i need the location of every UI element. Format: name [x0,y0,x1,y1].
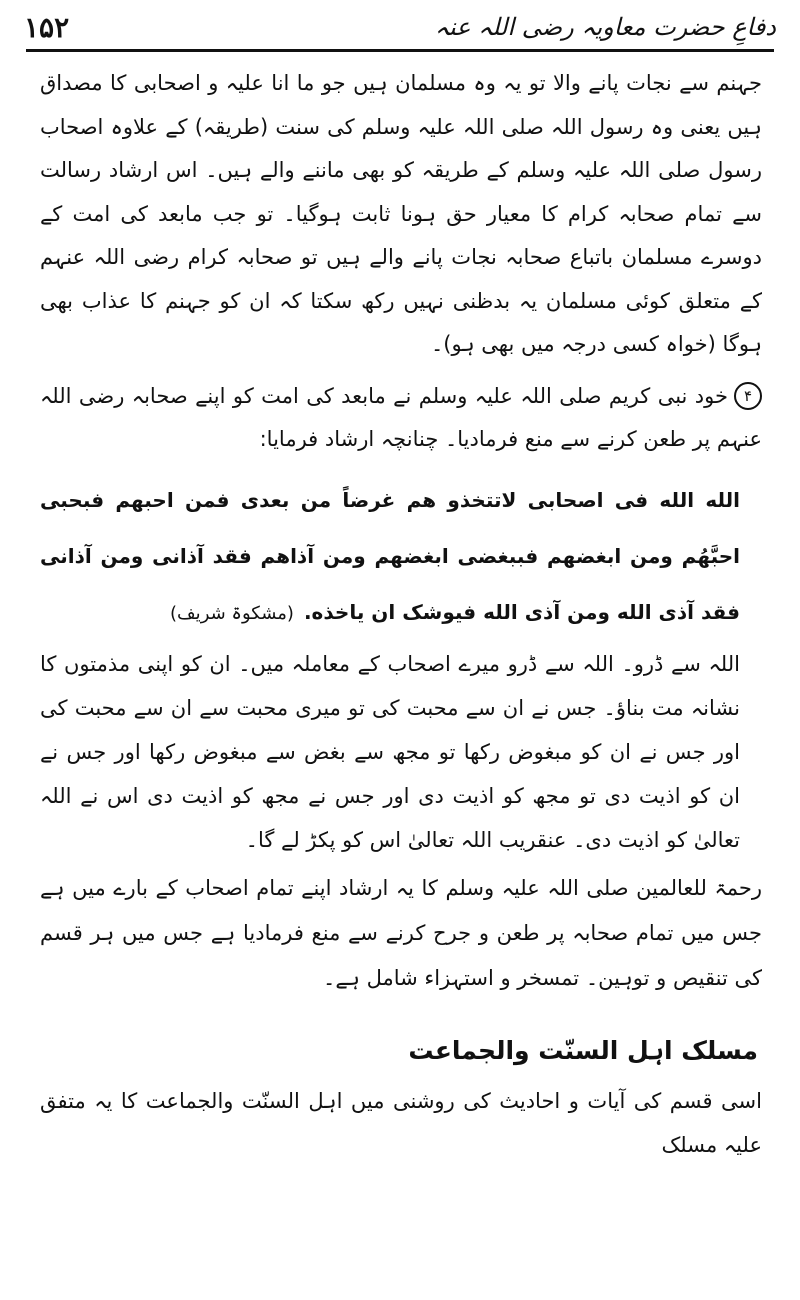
paragraph-1: جہنم سے نجات پانے والا تو یہ وہ مسلمان ہیں جو ما انا علیہ و اصحابی کا مصداق ہیں یعنی وہ رسول اللہ صلی اللہ علیہ وسلم کی سنت (طریقہ) کے علاوہ اصحاب رسول صلی اللہ علیہ وسلم کے طریقہ کو بھی ماننے والے ہیں۔ اس ارشاد رسالت سے تمام صحابہ کرام کا معیار حق ہونا ثابت ہوگیا۔ تو جب مابعد کی امت کے دوسرے مسلمان باتباع صحابہ نجات پانے والے ہیں تو صحابہ کرام رضی اللہ عنہم کے متعلق کوئی مسلمان یہ بدظنی نہیں رکھ سکتا کہ ان کو جہنم کا عذاب بھی ہوگا (خواہ کسی درجہ میں بھی ہو)۔ [40,71,762,356]
point-2 [40,375,768,462]
arabic-hadith-text: الله الله فی اصحابی لاتتخذو هم غرضاً من بعدی فمن احبهم فبحبی احبَّهُم ومن ابغضهم فببغضی ابغضهم ومن آذاهم فقد آذانی ومن آذانی فقد آذی الله ومن آذی الله فیوشک ان یاخذه. [40,487,740,624]
hadith-source: (مشکوۃ شریف) [170,602,294,624]
page-number: ۱۵۲ [24,10,70,44]
page-header [24,10,776,44]
arabic-hadith-quote [40,472,768,642]
point-2-text: خود نبی کریم صلی اللہ علیہ وسلم نے مابعد کی امت کو اپنے صحابہ رضی اللہ عنہم پر طعن کرنے سے منع فرمادیا۔ چنانچہ ارشاد فرمایا: [40,383,762,451]
paragraph-3: رحمۃ للعالمین صلی اللہ علیہ وسلم کا یہ ارشاد اپنے تمام اصحاب کے بارے میں ہے جس میں تمام صحابہ پر طعن و جرح کرنے سے منع فرمادیا ہے جس میں ہر قسم کی تنقیص و توہین۔ تمسخر و استہزاء شامل ہے۔ [40,875,762,990]
urdu-translation: اللہ سے ڈرو۔ اللہ سے ڈرو میرے اصحاب کے معاملہ میں۔ ان کو اپنی مذمتوں کا نشانہ مت بناؤ۔ جس نے ان سے محبت کی تو میری محبت سے ان سے محبت کی اور جس نے ان کو مبغوض رکھا تو مجھ سے بغض سے مبغوض رکھا اور جس نے ان کو اذیت دی تو مجھ کو اذیت دی اور جس نے مجھ کو اذیت دی اس نے اللہ تعالیٰ کو اذیت دی۔ عنقریب اللہ تعالیٰ اس کو پکڑ لے گا۔ [40,651,740,852]
running-title: دفاعِ حضرت معاویہ رضی اللہ عنہ [434,13,776,41]
section-heading: مسلک اہل السنّت والجماعت [408,1035,758,1065]
paragraph-4: اسی قسم کی آیات و احادیث کی روشنی میں اہل السنّت والجماعت کا یہ متفق علیہ مسلک [40,1088,762,1157]
point-number-badge: ۴ [734,382,762,410]
header-rule [26,49,774,52]
page-body [40,62,768,1292]
